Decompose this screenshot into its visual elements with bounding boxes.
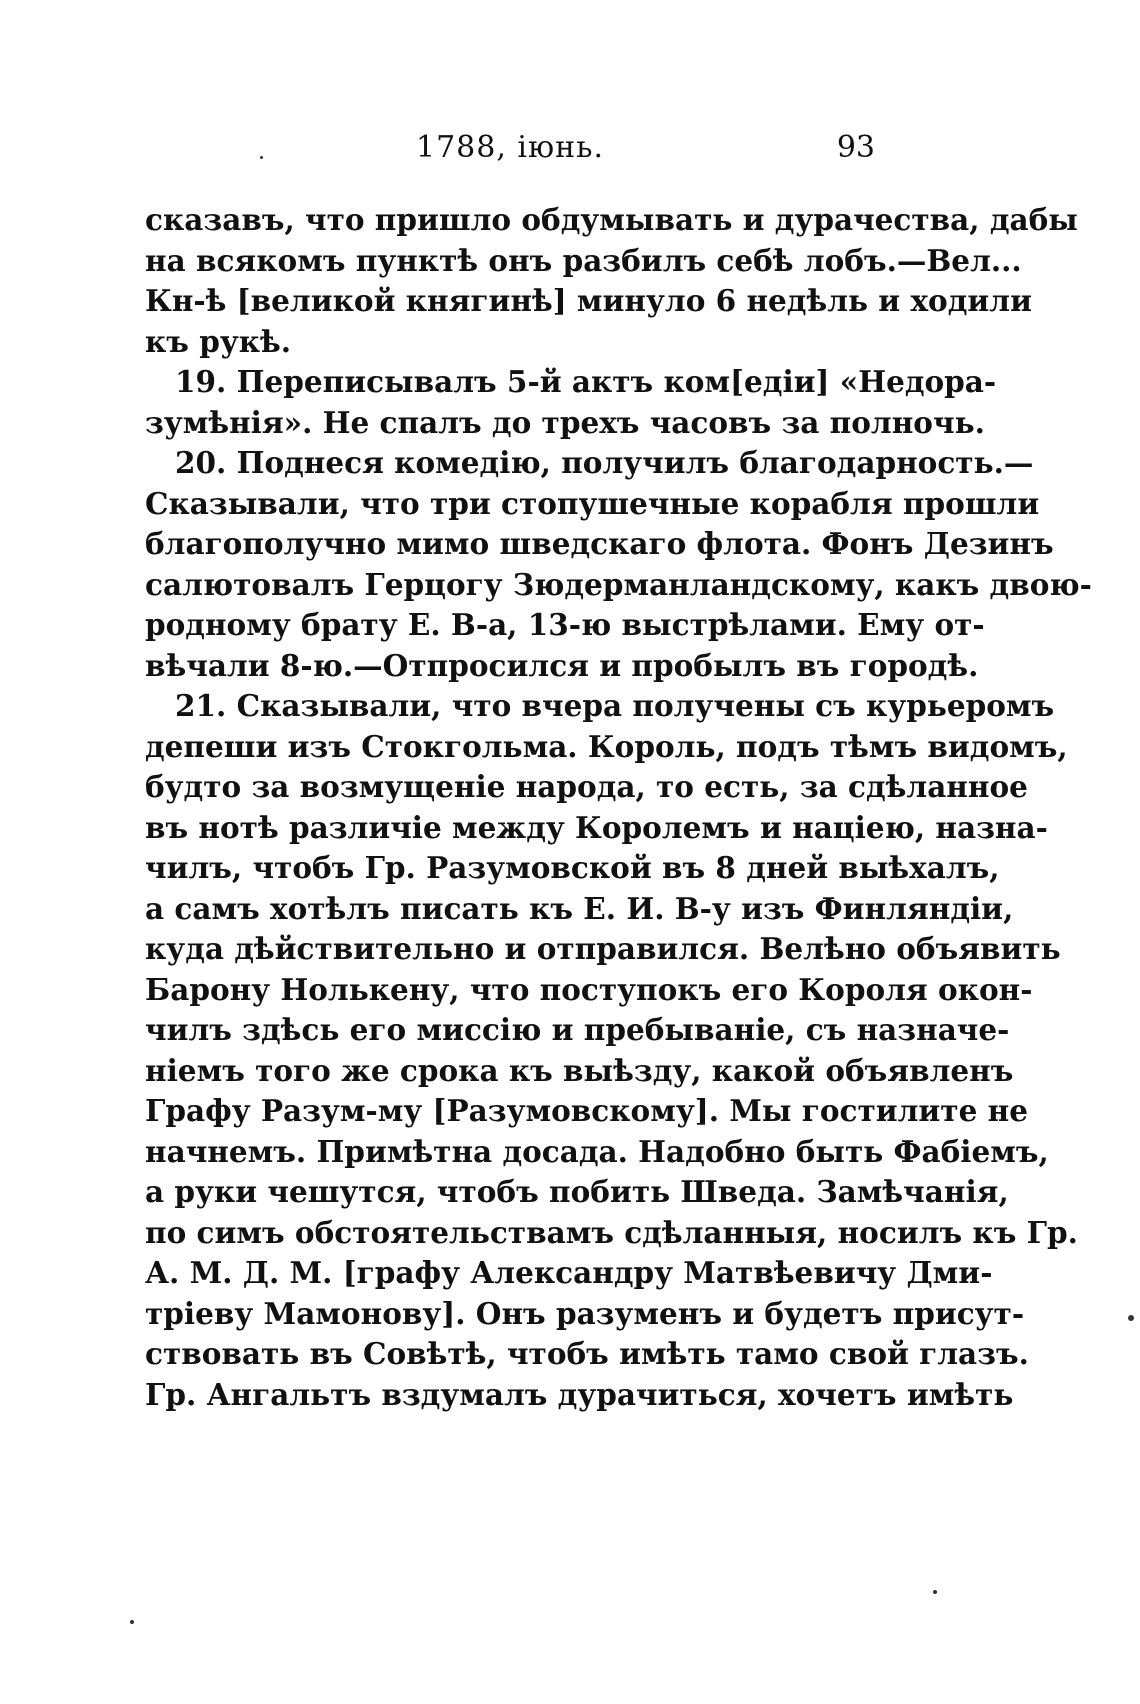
text-line: вѣчали 8-ю.—Отпросился и пробылъ въ городѣ.	[145, 647, 979, 683]
text-line: Барону Нолькену, что поступокъ его Короля окон-	[145, 971, 1033, 1007]
text-line: къ рукѣ.	[145, 323, 292, 359]
text-line: зумѣнія». Не спалъ до трехъ часовъ за полночь.	[145, 404, 985, 440]
text-line: благополучно мимо шведскаго флота. Фонъ Дезинъ	[145, 526, 1054, 561]
text-line: 21. Сказывали, что вчера получены съ курьеромъ	[175, 688, 1055, 723]
text-line: въ нотѣ различіе между Королемъ и націею, назна-	[145, 809, 1048, 845]
scan-speck	[933, 1590, 937, 1594]
text-line: Кн-ѣ [великой княгинѣ] минуло 6 недѣль и ходили	[145, 283, 1032, 318]
body-text	[145, 200, 1092, 1415]
running-title: 1788, іюнь.	[416, 130, 604, 165]
text-line: салютовалъ Герцогу Зюдерманландскому, какъ двою-	[145, 566, 1092, 602]
text-line: чилъ, чтобъ Гр. Разумовской въ 8 дней выѣхалъ,	[145, 850, 1000, 885]
text-line: чилъ здѣсь его миссію и пребываніе, съ назначе-	[145, 1012, 1010, 1047]
page-header	[145, 130, 875, 180]
text-line: а самъ хотѣлъ писать къ Е. И. В-у изъ Финляндіи,	[145, 890, 1014, 926]
scan-speck	[130, 1620, 134, 1624]
page-number: 93	[836, 130, 875, 165]
text-line: будто за возмущеніе народа, то есть, за сдѣланное	[145, 769, 1028, 804]
text-line: А. М. Д. М. [графу Александру Матвѣевичу Дми-	[145, 1255, 993, 1290]
text-line: сказавъ, что пришло обдумывать и дурачества, дабы	[145, 202, 1078, 237]
text-line: на всякомъ пунктѣ онъ разбилъ себѣ лобъ.—Вел...	[145, 242, 1022, 278]
text-line: а руки чешутся, чтобъ побить Шведа. Замѣчанія,	[145, 1174, 1009, 1209]
text-line: тріеву Мамонову]. Онъ разуменъ и будетъ присут-	[145, 1295, 1025, 1331]
scan-speck	[1128, 1315, 1134, 1321]
text-line: куда дѣйствительно и отправился. Велѣно объявить	[145, 931, 1061, 966]
text-line: Сказывали, что три стопушечные корабля прошли	[145, 485, 1040, 521]
text-line: родному брату Е. В-а, 13-ю выстрѣлами. Ему от-	[145, 607, 985, 642]
text-line: по симъ обстоятельствамъ сдѣланныя, носилъ къ Гр.	[145, 1214, 1078, 1250]
text-line: начнемъ. Примѣтна досада. Надобно быть Фабіемъ,	[145, 1133, 1049, 1169]
scan-speck	[260, 156, 263, 159]
text-line: Гр. Ангальтъ вздумалъ дурачиться, хочетъ имѣть	[145, 1376, 1014, 1412]
text-line: 20. Поднеся комедію, получилъ благодарность.—	[175, 445, 1034, 480]
text-line: 19. Переписывалъ 5-й актъ ком[едіи] «Недора-	[175, 364, 997, 399]
text-line: Графу Разум-му [Разумовскому]. Мы гостилите не	[145, 1093, 1028, 1128]
text-line: ніемъ того же срока къ выѣзду, какой объявленъ	[145, 1052, 1014, 1088]
text-line: ствовать въ Совѣтѣ, чтобъ имѣть тамо свой глазъ.	[145, 1336, 1029, 1371]
text-line: депеши изъ Стокгольма. Король, подъ тѣмъ видомъ,	[145, 728, 1068, 764]
